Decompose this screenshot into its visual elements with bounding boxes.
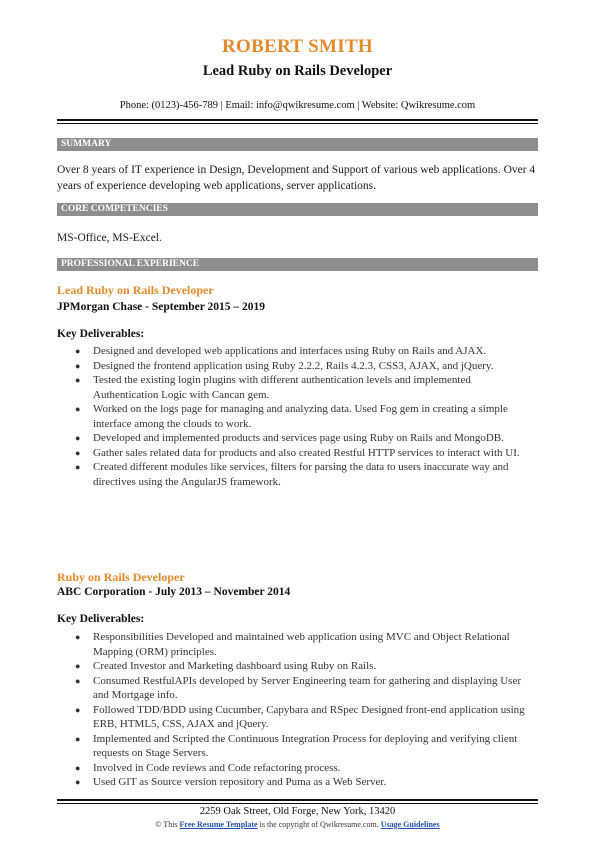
bullet-icon: ● bbox=[75, 704, 81, 715]
list-item: ● Designed and developed web applications and interfaces using Ruby on Rails and AJAX. bbox=[75, 345, 487, 357]
list-item: ● Designed the frontend application using Ruby 2.2.2, Rails 4.2.3, CSS3, AJAX, and jQuery. bbox=[75, 359, 494, 372]
list-item: ● Involved in Code reviews and Code refactoring process. bbox=[75, 761, 341, 774]
footer-divider-thin bbox=[57, 803, 538, 804]
job-org: JPMorgan Chase - September 2015 – 2019 bbox=[57, 301, 266, 313]
bullet-icon: ● bbox=[75, 360, 81, 371]
candidate-role: Lead Ruby on Rails Developer bbox=[202, 63, 393, 79]
job-title: Lead Ruby on Rails Developer bbox=[57, 283, 214, 297]
bullet-icon: ● bbox=[75, 762, 81, 773]
competencies-text: MS-Office, MS-Excel. bbox=[57, 232, 162, 244]
bullet-icon: ● bbox=[75, 661, 81, 671]
footer-copyright bbox=[0, 820, 595, 829]
bullet-icon: ● bbox=[75, 346, 81, 356]
bullet-icon: ● bbox=[75, 733, 81, 744]
list-item: ● Gather sales related data for products and also created Restful HTTP services to interact with UI. bbox=[75, 446, 520, 459]
list-item: ● Created Investor and Marketing dashboard using Ruby on Rails. bbox=[75, 660, 377, 672]
section-bar-summary: SUMMARY bbox=[57, 138, 538, 151]
list-item: ● Worked on the logs page for managing and analyzing data. Used Fog gem in creating a simple interface among the clouds to work. bbox=[75, 403, 508, 430]
deliverables-heading: Key Deliverables: bbox=[57, 613, 145, 625]
usage-guidelines-link[interactable]: Usage Guidelines bbox=[380, 820, 440, 829]
bullet-icon: ● bbox=[75, 462, 81, 472]
bullet-icon: ● bbox=[75, 375, 81, 385]
list-item: ● Consumed RestfulAPIs developed by Server Engineering team for gathering and displaying User and Mortgage info. bbox=[75, 674, 521, 701]
header-divider-thin bbox=[57, 123, 538, 124]
deliverables-heading: Key Deliverables: bbox=[57, 328, 145, 340]
bullet-icon: ● bbox=[75, 632, 81, 642]
free-resume-template-link[interactable]: Free Resume Template bbox=[179, 820, 258, 829]
bullet-icon: ● bbox=[75, 447, 81, 458]
deliverables-list bbox=[75, 344, 538, 489]
section-bar-competencies: CORE COMPETENCIES bbox=[57, 203, 538, 216]
bullet-icon: ● bbox=[75, 433, 81, 443]
candidate-name: ROBERT SMITH bbox=[222, 36, 373, 57]
section-bar-experience: PROFESSIONAL EXPERIENCE bbox=[57, 258, 538, 271]
copyright-prefix: © This bbox=[155, 820, 178, 829]
deliverables-list bbox=[75, 630, 538, 790]
list-item: ● Developed and implemented products and services page using Ruby on Rails and MongoDB. bbox=[75, 432, 504, 444]
list-item: ● Used GIT as Source version repository and Puma as a Web Server. bbox=[75, 776, 387, 788]
list-item: ● Implemented and Scripted the Continuous Integration Process for deploying and verifying client requests on Stage Servers. bbox=[75, 732, 518, 759]
header-divider bbox=[57, 119, 538, 121]
list-item: ● Created different modules like services, filters for parsing the data to users inaccurate way and directives using the AngularJS framework. bbox=[75, 461, 509, 488]
contact-line: Phone: (0123)-456-789 | Email: info@qwikresume.com | Website: Qwikresume.com bbox=[119, 100, 476, 111]
job-org: ABC Corporation - July 2013 – November 2014 bbox=[57, 586, 291, 598]
footer-divider bbox=[57, 799, 538, 801]
list-item: ● Responsibilities Developed and maintained web application using MVC and Object Relational Mapping (ORM) principles. bbox=[75, 631, 510, 658]
list-item: ● Followed TDD/BDD using Cucumber, Capybara and RSpec Designed front-end application using ERB, HTML5, CSS, AJAX and jQuery. bbox=[75, 703, 525, 730]
bullet-icon: ● bbox=[75, 777, 81, 787]
job-title: Ruby on Rails Developer bbox=[57, 570, 185, 584]
copyright-middle: is the copyright of Qwikresume.com. bbox=[259, 820, 379, 829]
summary-text: Over 8 years of IT experience in Design, Development and Support of various web applications. Over 4 years of experience developing web applications, server applications. bbox=[57, 164, 536, 192]
footer-address: 2259 Oak Street, Old Forge, New York, 13420 bbox=[199, 806, 396, 817]
bullet-icon: ● bbox=[75, 404, 81, 414]
bullet-icon: ● bbox=[75, 675, 81, 686]
list-item: ● Tested the existing login plugins with different authentication levels and implemented Authentication Logic with Cancan gem. bbox=[75, 374, 471, 401]
